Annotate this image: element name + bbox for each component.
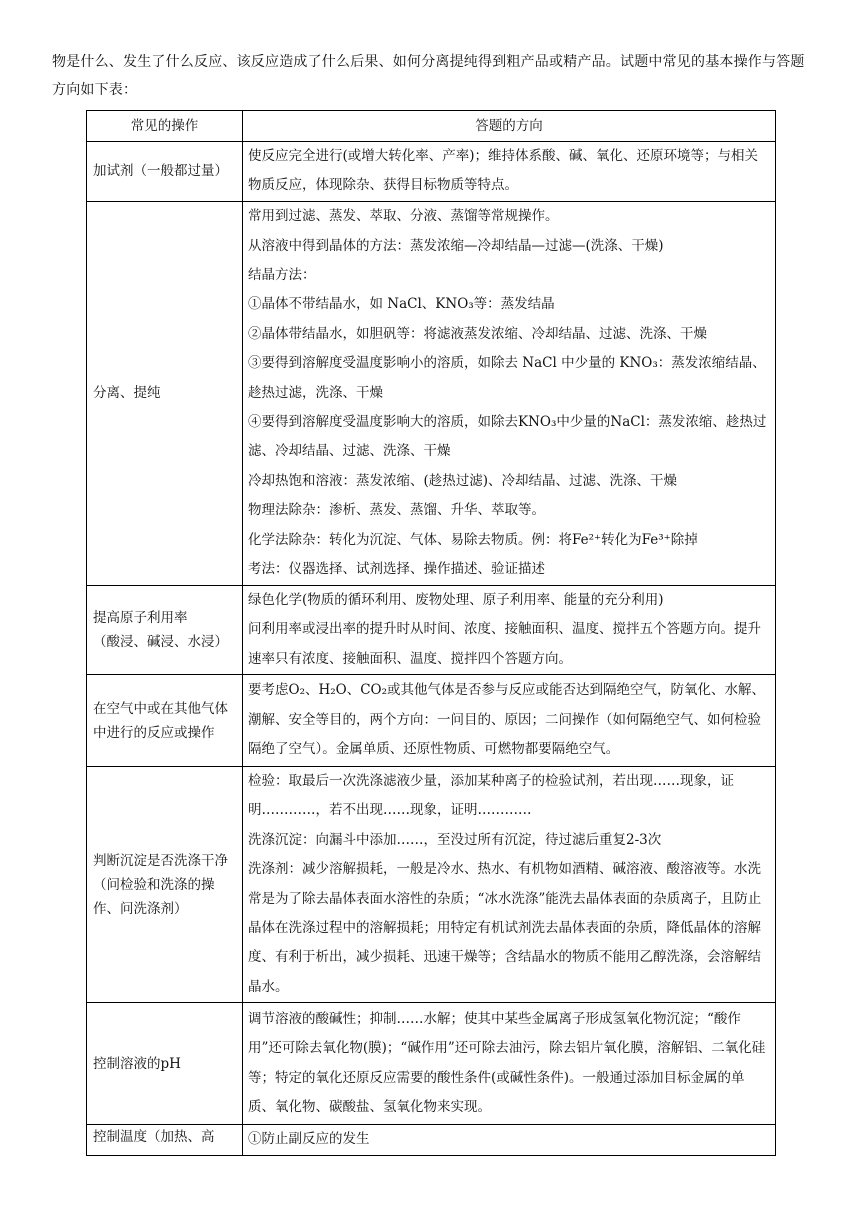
direction-cell	[243, 767, 776, 1003]
direction-line: ②晶体带结晶水，如胆矾等：将滤液蒸发浓缩、冷却结晶、过滤、洗涤、干燥	[248, 325, 707, 342]
direction-line: 绿色化学(物质的循环利用、废物处理、原子利用率、能量的充分利用)	[248, 591, 664, 608]
table-header-row	[87, 111, 776, 142]
table-row	[87, 767, 776, 1003]
operation-cell	[87, 767, 243, 1003]
direction-cell	[243, 201, 776, 585]
table-row	[87, 675, 776, 767]
header-direction: 答题的方向	[243, 111, 776, 142]
direction-line: ①防止副反应的发生	[248, 1131, 370, 1148]
operation-text: 在空气中或在其他气体中进行的反应或操作	[93, 700, 228, 741]
direction-cell	[243, 1125, 776, 1155]
direction-line: ①晶体不带结晶水，如 NaCl、KNO₃等：蒸发结晶	[248, 296, 555, 313]
direction-line: 物理法除杂：渗析、蒸发、蒸馏、升华、萃取等。	[248, 502, 545, 519]
operation-cell	[87, 1003, 243, 1125]
operation-cell	[87, 142, 243, 202]
direction-line: 洗涤剂：减少溶解损耗，一般是冷水、热水、有机物如酒精、碱溶液、酸溶液等。水洗常是为了除去晶体表面水溶性的杂质；“冰水洗涤”能洗去晶体表面的杂质离子，且防止晶体在洗涤过程中的溶解损耗；用特定有机试剂洗去晶体表面的杂质，降低晶体的溶解度、有利于析出，减少损耗、迅速干燥等；含结晶水的物质不能用乙醇洗涤，会溶解结晶水。	[248, 861, 762, 995]
direction-cell	[243, 142, 776, 202]
operation-text: 控制溶液的pH	[93, 1055, 181, 1072]
operation-cell	[87, 201, 243, 585]
operation-text: 加试剂（一般都过量）	[93, 163, 228, 180]
direction-line: 常用到过滤、蒸发、萃取、分液、蒸馏等常规操作。	[248, 208, 559, 225]
direction-line: 洗涤沉淀：向漏斗中添加……，至没过所有沉淀，待过滤后重复2-3次	[248, 831, 662, 848]
operation-text: 控制温度（加热、高	[93, 1129, 215, 1146]
table-row	[87, 585, 776, 674]
direction-text: 要考虑O₂、H₂O、CO₂或其他气体是否参与反应或能否达到隔绝空气，防氧化、水解、潮解、安全等目的，两个方向：一问目的、原因；二问操作（如何隔绝空气、如何检验隔绝了空气）。金属单质、还原性物质、可燃物都要隔绝空气。	[248, 682, 766, 758]
direction-line: 从溶液中得到晶体的方法：蒸发浓缩—冷却结晶—过滤—(洗涤、干燥)	[248, 237, 664, 254]
operation-subtext: （酸浸、碱浸、水浸）	[93, 633, 228, 650]
operation-cell	[87, 675, 243, 767]
direction-line: ③要得到溶解度受温度影响小的溶质，如除去 NaCl 中少量的 KNO₃：蒸发浓缩结晶、趁热过滤，洗涤、干燥	[248, 355, 766, 401]
table-row	[87, 1003, 776, 1125]
direction-line: ④要得到溶解度受温度影响大的溶质，如除去KNO₃中少量的NaCl：蒸发浓缩、趁热过滤、冷却结晶、过滤、洗涤、干燥	[248, 414, 767, 460]
direction-line: 冷却热饱和溶液：蒸发浓缩、(趁热过滤)、冷却结晶、过滤、洗涤、干燥	[248, 472, 678, 489]
table-row	[87, 142, 776, 202]
direction-line: 检验：取最后一次洗涤滤液少量，添加某种离子的检验试剂，若出现……现象，证明…………，若不出现……现象，证明…………	[248, 773, 734, 819]
operations-table	[86, 110, 776, 1156]
direction-line: 问利用率或浸出率的提升时从时间、浓度、接触面积、温度、搅拌五个答题方向。提升速率只有浓度、接触面积、温度、搅拌四个答题方向。	[248, 621, 761, 667]
operation-text: 提高原子利用率	[93, 609, 188, 626]
operation-text: 分离、提纯	[93, 385, 161, 402]
direction-cell	[243, 585, 776, 674]
operation-cell	[87, 585, 243, 674]
direction-text: 使反应完全进行(或增大转化率、产率)；维持体系酸、碱、氧化、还原环境等；与相关物质反应，体现除杂、获得目标物质等特点。	[248, 148, 759, 194]
direction-cell	[243, 1003, 776, 1125]
direction-cell	[243, 675, 776, 767]
header-operation: 常见的操作	[87, 111, 243, 142]
direction-line: 结晶方法：	[248, 266, 316, 283]
direction-line: 考法：仪器选择、试剂选择、操作描述、验证描述	[248, 561, 545, 578]
operation-cell	[87, 1125, 243, 1155]
operation-subtext: （问检验和洗涤的操作、问洗涤剂）	[93, 876, 215, 917]
intro-paragraph: 物是什么、发生了什么反应、该反应造成了什么后果、如何分离提纯得到粗产品或精产品。试题中常见的基本操作与答题方向如下表：	[52, 54, 805, 98]
operation-text: 判断沉淀是否洗涤干净	[93, 852, 228, 869]
direction-text: 调节溶液的酸碱性；抑制……水解；使其中某些金属离子形成氢氧化物沉淀；“酸作用”还可除去氧化物(膜)；“碱作用”还可除去油污，除去铝片氧化膜，溶解铝、二氧化硅等；特定的氧化还原反应需要的酸性条件(或碱性条件)。一般通过添加目标金属的单质、氧化物、碳酸盐、氢氧化物来实现。	[248, 1010, 766, 1116]
table-row	[87, 201, 776, 585]
direction-line: 化学法除杂：转化为沉淀、气体、易除去物质。例：将Fe²⁺转化为Fe³⁺除掉	[248, 531, 698, 548]
table-row	[87, 1125, 776, 1155]
